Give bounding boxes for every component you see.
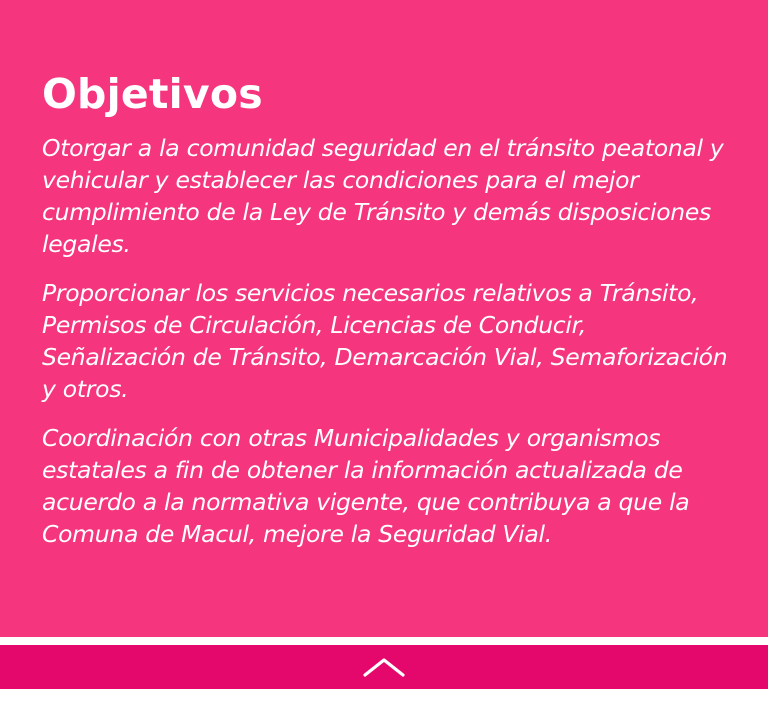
section-title: Objetivos (42, 70, 263, 118)
chevron-up-icon (363, 657, 405, 677)
objective-paragraph-2: Proporcionar los servicios necesarios relativos a Tránsito, Permisos de Circulación, Licencias de Conducir, Señalización de Tránsito, Demarcación Vial, Semaforización y otros. (42, 279, 728, 403)
collapse-toggle-button[interactable] (0, 645, 768, 689)
objective-paragraph-3: Coordinación con otras Municipalidades y organismos estatales a fin de obtener la información actualizada de acuerdo a la normativa vigente, que contribuya a que la Comuna de Macul, mejore la Seguridad Vial. (42, 424, 690, 548)
objective-paragraph-1: Otorgar a la comunidad seguridad en el tránsito peatonal y vehicular y establecer las condiciones para el mejor cumplimiento de la Ley de Tránsito y demás disposiciones legales. (42, 134, 724, 258)
